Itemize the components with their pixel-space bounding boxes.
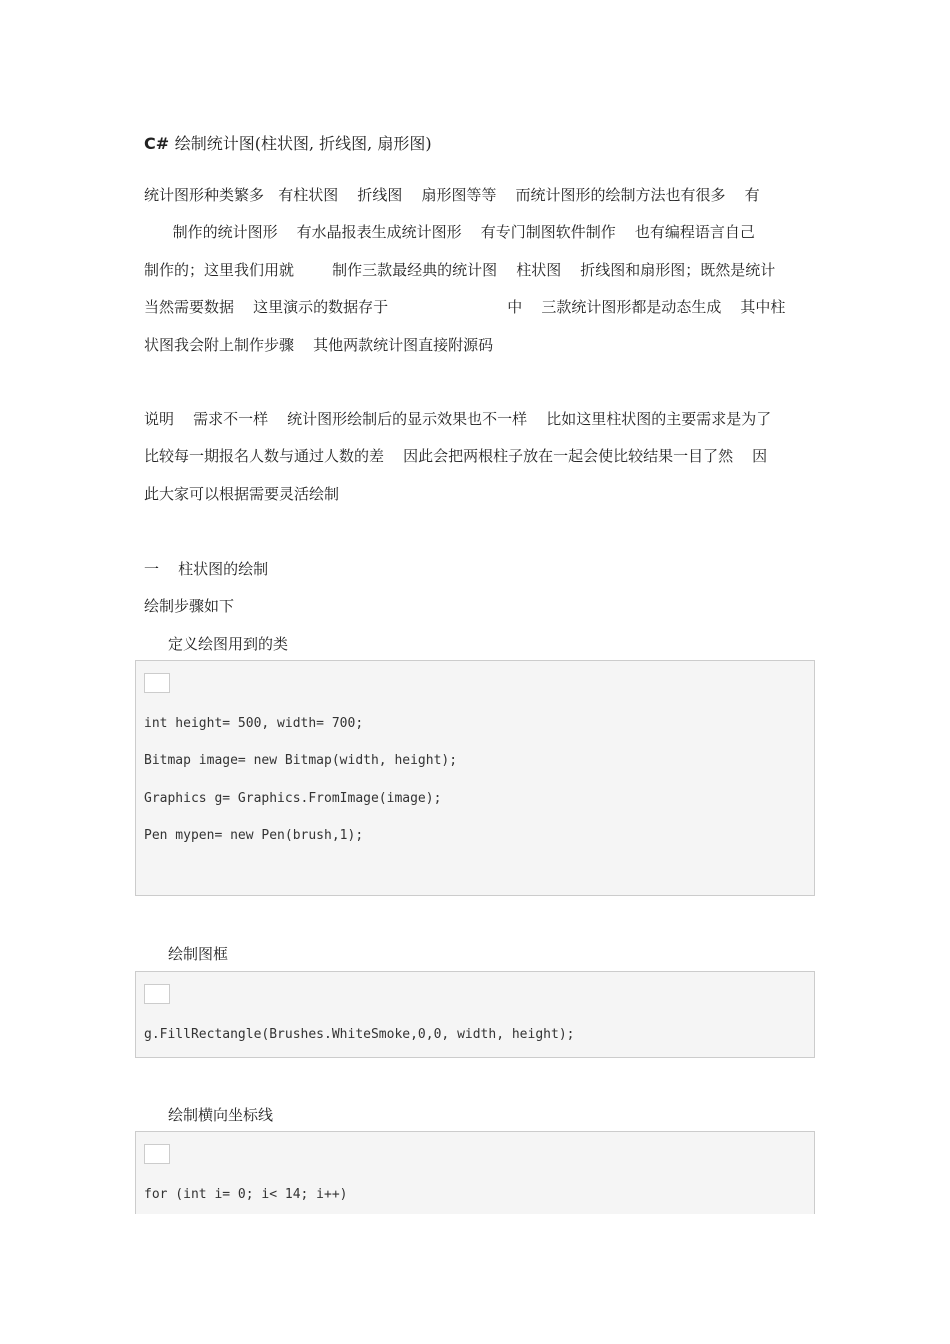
intro-line: 制作的统计图形 有水晶报表生成统计图形 有专门制图软件制作 也有编程语言自己 <box>144 223 755 242</box>
copy-code-icon[interactable] <box>144 1144 170 1164</box>
title-text: 绘制统计图(柱状图, 折线图, 扇形图) <box>174 134 432 153</box>
intro-line: 状图我会附上制作步骤 其他两款统计图直接附源码 <box>144 335 494 354</box>
copy-code-icon[interactable] <box>144 673 170 693</box>
code-line: Graphics g= Graphics.FromImage(image); <box>144 791 442 806</box>
title-prefix: C# <box>144 134 170 153</box>
intro-line: 制作的；这里我们用就 制作三款最经典的统计图 柱状图 折线图和扇形图；既然是统计 <box>144 260 776 279</box>
note-line: 比较每一期报名人数与通过人数的差 因此会把两根柱子放在一起会使比较结果一目了然 因 <box>144 447 768 466</box>
step-label: 绘制横向坐标线 <box>168 1106 274 1124</box>
code-line: int height= 500, width= 700; <box>144 716 364 731</box>
step-label: 定义绘图用到的类 <box>168 635 289 653</box>
copy-code-icon[interactable] <box>144 984 170 1004</box>
page-title <box>144 131 432 154</box>
code-block <box>135 1131 815 1214</box>
intro-line: 当然需要数据 这里演示的数据存于 中 三款统计图形都是动态生成 其中柱 <box>144 298 786 317</box>
code-block <box>135 660 815 896</box>
intro-paragraph <box>144 182 814 369</box>
note-line: 说明 需求不一样 统计图形绘制后的显示效果也不一样 比如这里柱状图的主要需求是为了 <box>144 410 772 428</box>
steps-heading: 绘制步骤如下 <box>144 597 235 615</box>
code-line: Bitmap image= new Bitmap(width, height); <box>144 753 458 768</box>
section-heading: 一 柱状图的绘制 <box>144 560 269 578</box>
note-line: 此大家可以根据需要灵活绘制 <box>144 484 340 503</box>
code-block <box>135 971 815 1058</box>
step-label: 绘制图框 <box>168 945 229 963</box>
code-line: Pen mypen= new Pen(brush,1); <box>144 828 364 843</box>
note-paragraph <box>144 406 814 518</box>
code-line: g.FillRectangle(Brushes.WhiteSmoke,0,0, width, height); <box>144 1027 575 1042</box>
code-line: for (int i= 0; i< 14; i++) <box>144 1187 348 1202</box>
intro-line: 统计图形种类繁多 有柱状图 折线图 扇形图等等 而统计图形的绘制方法也有很多 有 <box>144 186 760 204</box>
